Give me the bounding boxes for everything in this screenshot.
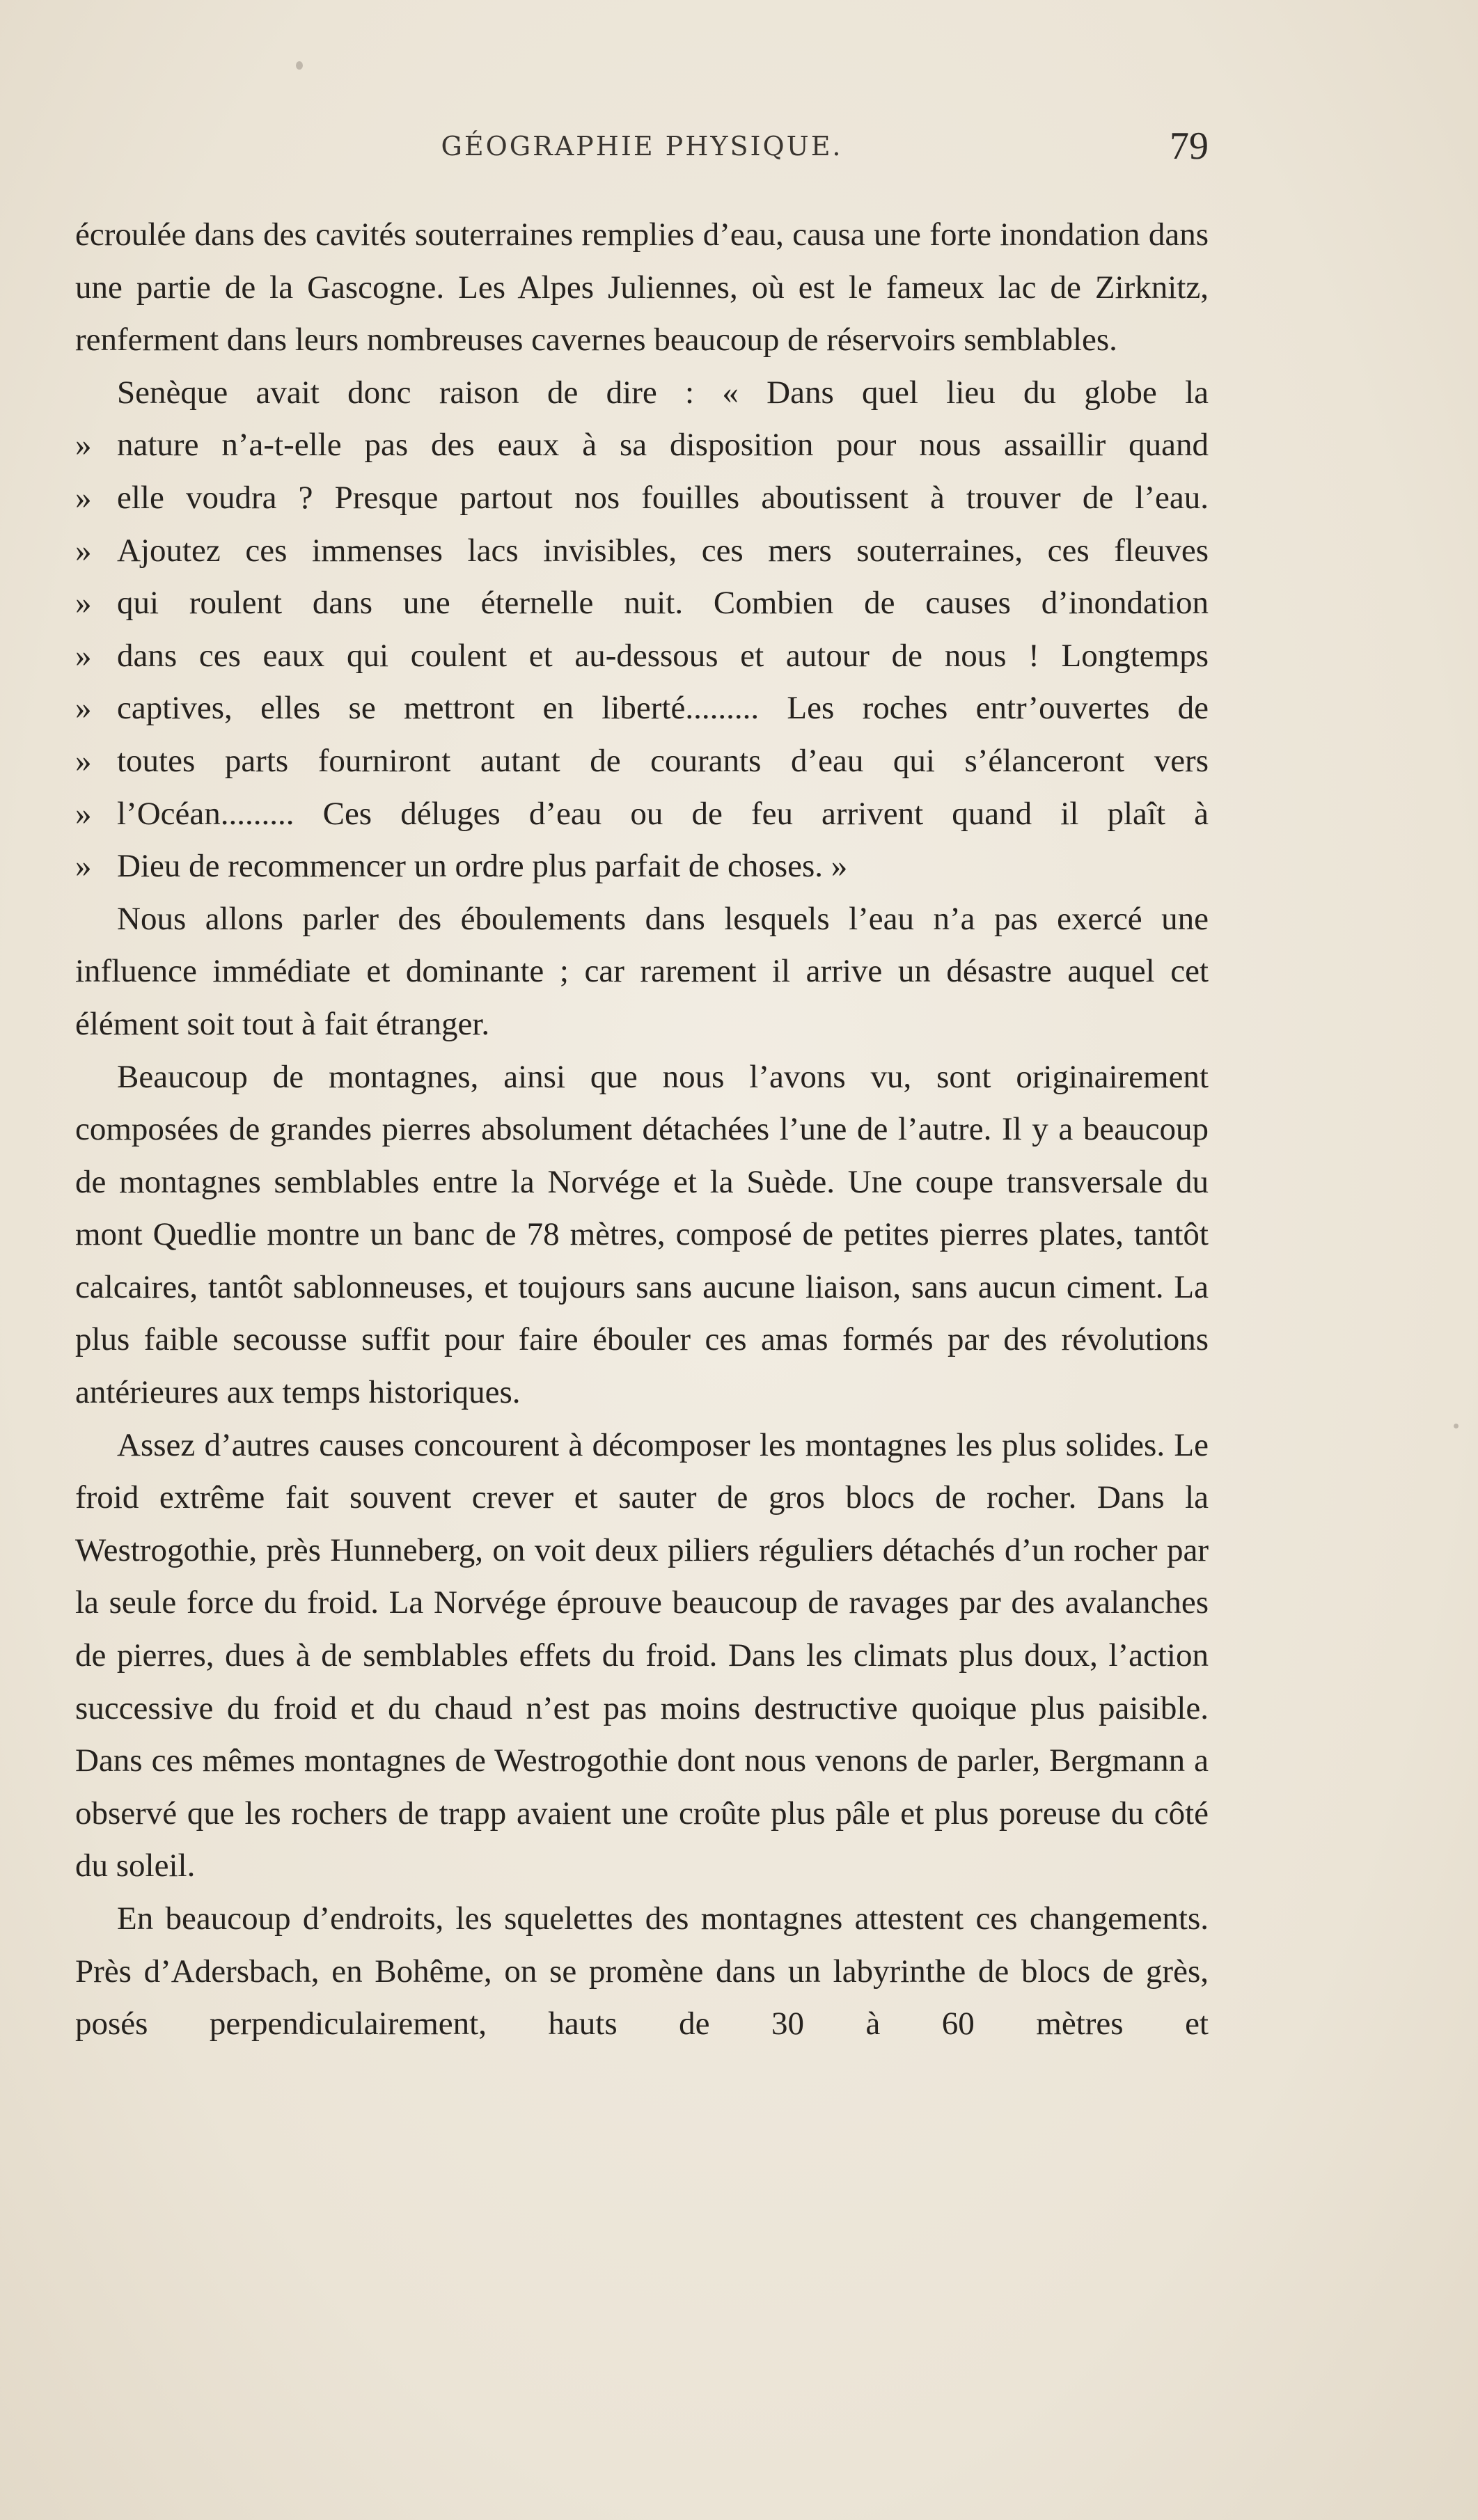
quote-line-text: Ajoutez ces immenses lacs invisibles, ces mers souterraines, ces fleuves [117, 532, 1209, 569]
quote-line-text: nature n’a-t-elle pas des eaux à sa disposition pour nous assaillir quand [117, 427, 1209, 464]
quote-line [75, 840, 1209, 893]
quote-line-text: Dieu de recommencer un ordre plus parfait de choses. » [117, 848, 848, 885]
quote-line-text: elle voudra ? Presque partout nos fouilles aboutissent à trouver de l’eau. [117, 479, 1209, 516]
quote-mark: » [75, 742, 92, 779]
quote-line [75, 682, 1209, 735]
paragraph-4: Beaucoup de montagnes, ainsi que nous l’avons vu, sont originairement composées de grandes pierres absolument détachées l’une de l’autre. Il y a beaucoup de montagnes semblables entre la Norvége et la Suède. Une coupe transversale du mont Quedlie montre un banc de 78 mètres, composé de petites pierres plates, tantôt calcaires, tantôt sablonneuses, et toujours sans aucune liaison, sans aucun ciment. La plus faible secousse suffit pour faire ébouler ces amas formés par des révolutions antérieures aux temps historiques. [75, 1058, 1209, 1411]
quote-mark: » [75, 795, 92, 832]
paragraph-5: Assez d’autres causes concourent à décomposer les montagnes les plus solides. Le froid extrême fait souvent crever et sauter de gros blocs de rocher. Dans la Westrogothie, près Hunneberg, on voit deux piliers réguliers détachés d’un rocher par la seule force du froid. La Norvége éprouve beaucoup de ravages par des avalanches de pierres, dues à de semblables effets du froid. Dans les climats plus doux, l’action successive du froid et du chaud n’est pas moins destructive quoique plus paisible. Dans ces mêmes montagnes de Westrogothie dont nous venons de parler, Bergmann a observé que les rochers de trapp avaient une croûte plus pâle et plus poreuse du côté du soleil. [75, 1426, 1209, 1884]
quote-line-text: qui roulent dans une éternelle nuit. Combien de causes d’inondation [117, 585, 1209, 622]
quote-line-text: dans ces eaux qui coulent et au-dessous et autour de nous ! Longtemps [117, 637, 1209, 674]
paragraph-1: écroulée dans des cavités souterraines remplies d’eau, causa une forte inondation dans une partie de la Gascogne. Les Alpes Juliennes, où est le fameux lac de Zirknitz, renferment dans leurs nombreuses cavernes beaucoup de réservoirs semblables. [75, 216, 1209, 359]
quote-mark: » [75, 690, 92, 727]
quote-mark: » [75, 532, 92, 569]
quote-line [75, 472, 1209, 525]
quote-mark: » [75, 585, 92, 622]
body-text [75, 209, 1209, 2051]
quote-line [75, 788, 1209, 841]
quote-line [75, 577, 1209, 630]
quote-mark: » [75, 637, 92, 674]
quote-mark: » [75, 848, 92, 885]
page-number: 79 [1170, 125, 1209, 168]
paragraph-3: Nous allons parler des éboulements dans lesquels l’eau n’a pas exercé une influence immédiate et dominante ; car rarement il arrive un désastre auquel cet élément soit tout à fait étranger. [75, 900, 1209, 1042]
quote-mark: » [75, 427, 92, 464]
quote-line-text: toutes parts fourniront autant de courants d’eau qui s’élanceront vers [117, 742, 1209, 779]
quote-mark: » [75, 479, 92, 516]
seneca-quote [75, 419, 1209, 892]
quote-line [75, 525, 1209, 578]
paper-speck [1454, 1424, 1459, 1428]
quote-line-text: l’Océan......... Ces déluges d’eau ou de feu arrivent quand il plaît à [117, 795, 1209, 832]
paragraph-6: En beaucoup d’endroits, les squelettes des montagnes attestent ces changements. Près d’Adersbach, en Bohême, on se promène dans un labyrinthe de blocs de grès, posés perpendiculairement, hauts de 30 à 60 mètres et [75, 1900, 1209, 2042]
paragraph-2-lead: Senèque avait donc raison de dire : « Dans quel lieu du globe la [117, 374, 1209, 411]
quote-line [75, 419, 1209, 472]
paper-speck [296, 61, 303, 70]
quote-line [75, 735, 1209, 788]
running-title: GÉOGRAPHIE PHYSIQUE. [441, 131, 843, 162]
quote-line [75, 630, 1209, 683]
quote-line-text: captives, elles se mettront en liberté......... Les roches entr’ouvertes de [117, 690, 1209, 727]
page-header [75, 124, 1209, 173]
